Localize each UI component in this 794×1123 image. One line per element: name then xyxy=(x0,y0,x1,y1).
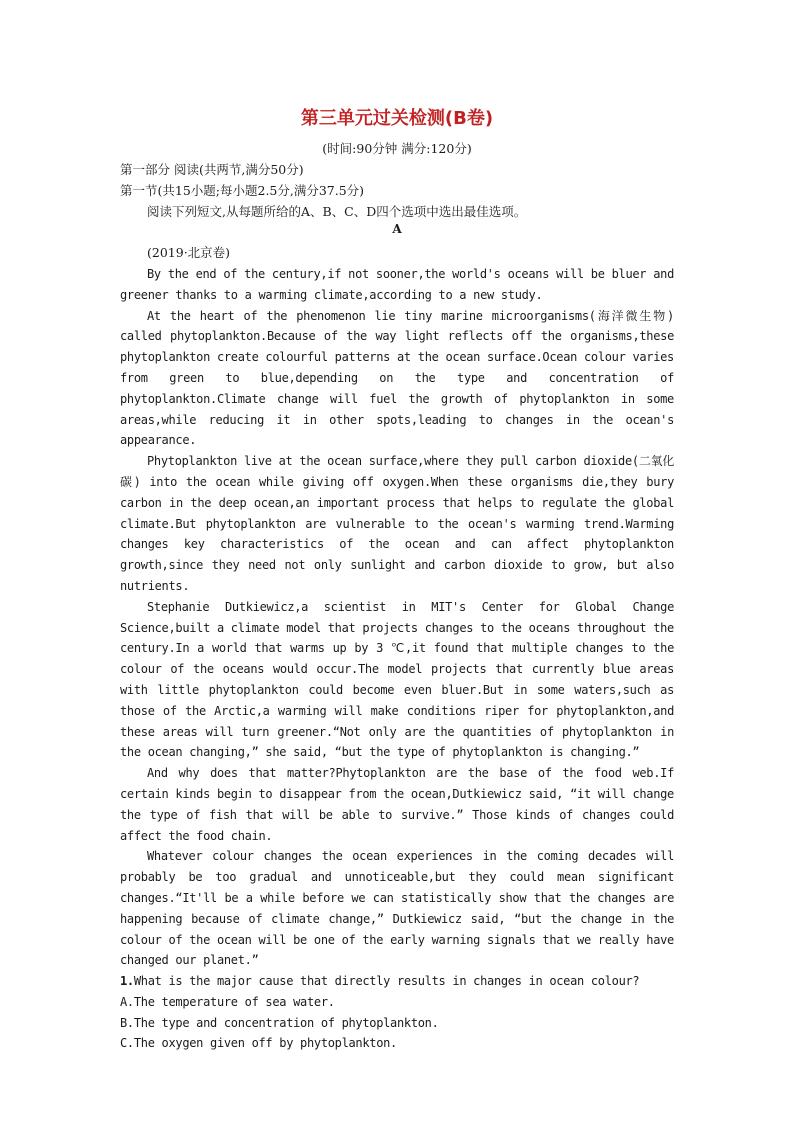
option-b: B.The type and concentration of phytoplankton. xyxy=(120,1015,439,1030)
question-stem xyxy=(120,971,674,992)
instruction-text: 阅读下列短文,从每题所给的A、B、C、D四个选项中选出最佳选项。 xyxy=(147,204,527,219)
question-number: 1. xyxy=(120,974,134,989)
passage-label: A xyxy=(392,222,402,236)
part-heading: 第一部分 阅读(共两节,满分50分) xyxy=(120,162,304,177)
time-info: (时间:90分钟 满分:120分) xyxy=(322,141,472,156)
passage-paragraph: By the end of the century,if not sooner,the world's oceans will be bluer and greener thanks to a warming climate,according to a new study. xyxy=(120,267,674,302)
passage-paragraph: And why does that matter?Phytoplankton are the base of the food web.If certain kinds begin to disappear from the ocean,Dutkiewicz said, “it will change the type of fish that will be able to survive.” Those kinds of changes could affect the food chain. xyxy=(120,766,674,843)
passage-source: (2019·北京卷) xyxy=(147,245,231,260)
passage-paragraph: Whatever colour changes the ocean experiences in the coming decades will probably be too gradual and unnoticeable,but they could mean significant changes.“It'll be a while before we can statistically show that the changes are happening because of climate change,” Dutkiewicz said, “but the change in the colour of the ocean will be one of the early warning signals that we really have changed our planet.” xyxy=(120,849,674,968)
option-c: C.The oxygen given off by phytoplankton. xyxy=(120,1036,397,1051)
passage-body xyxy=(120,264,674,1054)
page-title: 第三单元过关检测(B卷) xyxy=(300,108,494,129)
passage-paragraph: Phytoplankton live at the ocean surface,where they pull carbon dioxide(二氧化碳) into the ocean while giving off oxygen.When these organisms die,they bury carbon in the deep ocean,an important process that helps to regulate the global climate.But phytoplankton are vulnerable to the ocean's warming trend.Warming changes key characteristics of the ocean and can affect phytoplankton growth,since they need not only sunlight and carbon dioxide to grow, but also nutrients. xyxy=(120,454,674,593)
section-heading: 第一节(共15小题;每小题2.5分,满分37.5分) xyxy=(120,183,365,198)
passage-paragraph: Stephanie Dutkiewicz,a scientist in MIT's Center for Global Change Science,built a climate model that projects changes to the oceans throughout the century.In a world that warms up by 3 ℃,it found that multiple changes to the colour of the oceans would occur.The model projects that currently blue areas with little phytoplankton could become even bluer.But in some waters,such as those of the Arctic,a warming will make conditions riper for phytoplankton,and these areas will turn greener.“Not only are the quantities of phytoplankton in the ocean changing,” she said, “but the type of phytoplankton is changing.” xyxy=(120,599,674,760)
option-a: A.The temperature of sea water. xyxy=(120,994,335,1009)
question-text: What is the major cause that directly results in changes in ocean colour? xyxy=(133,974,640,989)
passage-paragraph: At the heart of the phenomenon lie tiny marine microorganisms(海洋微生物) called phytoplankton.Because of the way light reflects off the organisms,these phytoplankton create colourful patterns at the ocean surface.Ocean colour varies from green to blue,depending on the type and concentration of phytoplankton.Climate change will fuel the growth of phytoplankton in some areas,while reducing it in other spots,leading to changes in the ocean's appearance. xyxy=(120,308,674,448)
